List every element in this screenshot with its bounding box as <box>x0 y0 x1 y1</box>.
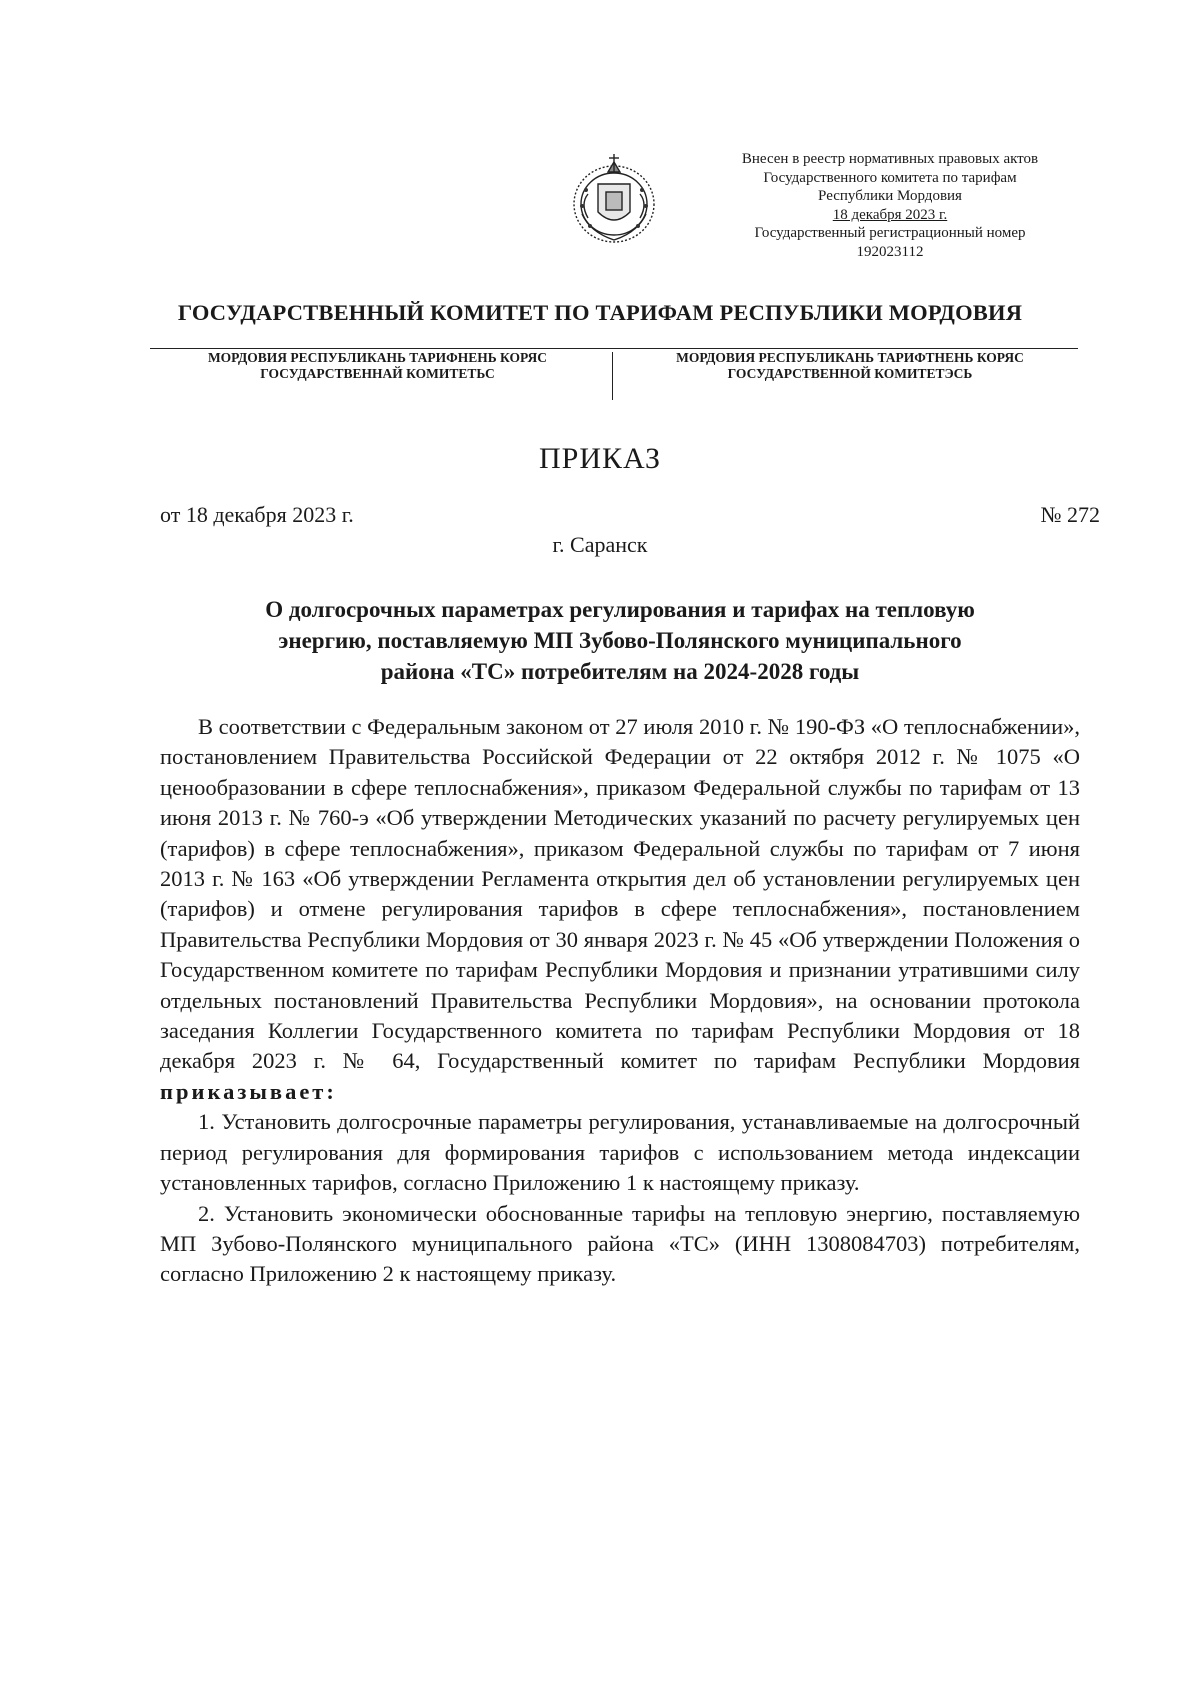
registry-line: Республики Мордовия <box>818 188 962 204</box>
orders-keyword: приказывает: <box>160 1078 337 1104</box>
document-type-title: ПРИКАЗ <box>539 442 661 475</box>
order-item-2: 2. Установить экономически обоснованные тарифы на тепловую энергию, поставляемую МП Зубово-Полянского муниципального района «ТС» (ИНН 1308084703) потребителям, согласно Приложению 2 к настоящему приказу. <box>160 1200 1080 1287</box>
registry-line: Государственного комитета по тарифам <box>763 169 1017 186</box>
committee-name-line: ГОСУДАРСТВЕННОЙ КОМИТЕТЭСЬ <box>727 366 973 381</box>
order-subject <box>160 594 1080 687</box>
preamble-paragraph <box>160 712 1080 1107</box>
registry-stamp <box>700 150 1080 261</box>
committee-name-erzya <box>622 350 1078 382</box>
header-vertical-divider <box>612 352 613 400</box>
subject-line: района «ТС» потребителям на 2024-2028 годы <box>380 659 860 684</box>
committee-title: ГОСУДАРСТВЕННЫЙ КОМИТЕТ ПО ТАРИФАМ РЕСПУБЛИКИ МОРДОВИЯ <box>177 300 1023 325</box>
registry-number: 192023112 <box>856 243 924 260</box>
preamble-text: В соответствии с Федеральным законом от 27 июля 2010 г. № 190-ФЗ «О теплоснабжении», постановлением Правительства Российской Федерации от 22 октября 2012 г. № 1075 «О ценообразовании в сфере теплоснабжения», приказом Федеральной службы по тарифам от 13 июня 2013 г. № 760-э «Об утверждении Методических указаний по расчету регулируемых цен (тарифов) в сфере теплоснабжения», приказом Федеральной службы по тарифам от 7 июня 2013 г. № 163 «Об утверждении Регламента открытия дел об установлении регулируемых цен (тарифов) и отмене регулирования тарифов в сфере теплоснабжения», постановлением Правительства Республики Мордовия от 30 января 2023 г. № 45 «Об утверждении Положения о Государственном комитете по тарифам Республики Мордовия и признании утратившими силу отдельных постановлений Правительства Республики Мордовия», на основании протокола заседания Коллегии Государственного комитета по тарифам Республики Мордовия от 18 декабря 2023 г. № 64, Государственный комитет по тарифам Республики Мордовия <box>160 714 1080 1074</box>
registry-line: Государственный регистрационный номер <box>754 225 1026 241</box>
order-city: г. Саранск <box>552 532 648 557</box>
committee-name-moksha <box>150 350 605 382</box>
coat-of-arms-emblem <box>568 148 660 248</box>
committee-name-line: МОРДОВИЯ РЕСПУБЛИКАНЬ ТАРИФТНЕНЬ КОРЯС <box>676 350 1024 365</box>
order-item-1: 1. Установить долгосрочные параметры регулирования, устанавливаемые на долгосрочный период регулирования для формирования тарифов с использованием метода индексации установленных тарифов, согласно Приложению 1 к настоящему приказу. <box>160 1109 1080 1196</box>
registry-line: Внесен в реестр нормативных правовых актов <box>741 151 1039 167</box>
committee-name-line: МОРДОВИЯ РЕСПУБЛИКАНЬ ТАРИФНЕНЬ КОРЯС <box>207 350 548 365</box>
registry-date: 18 декабря 2023 г. <box>832 206 948 223</box>
order-number: № 272 <box>1040 502 1100 527</box>
header-divider <box>150 348 1078 349</box>
committee-name-line: ГОСУДАРСТВЕННАЙ КОМИТЕТЬС <box>260 366 495 381</box>
subject-line: энергию, поставляемую МП Зубово-Полянского муниципального <box>278 628 962 653</box>
subject-line: О долгосрочных параметрах регулирования и тарифах на тепловую <box>265 597 975 622</box>
document-body <box>160 712 1080 1290</box>
order-date: от 18 декабря 2023 г. <box>160 502 354 527</box>
